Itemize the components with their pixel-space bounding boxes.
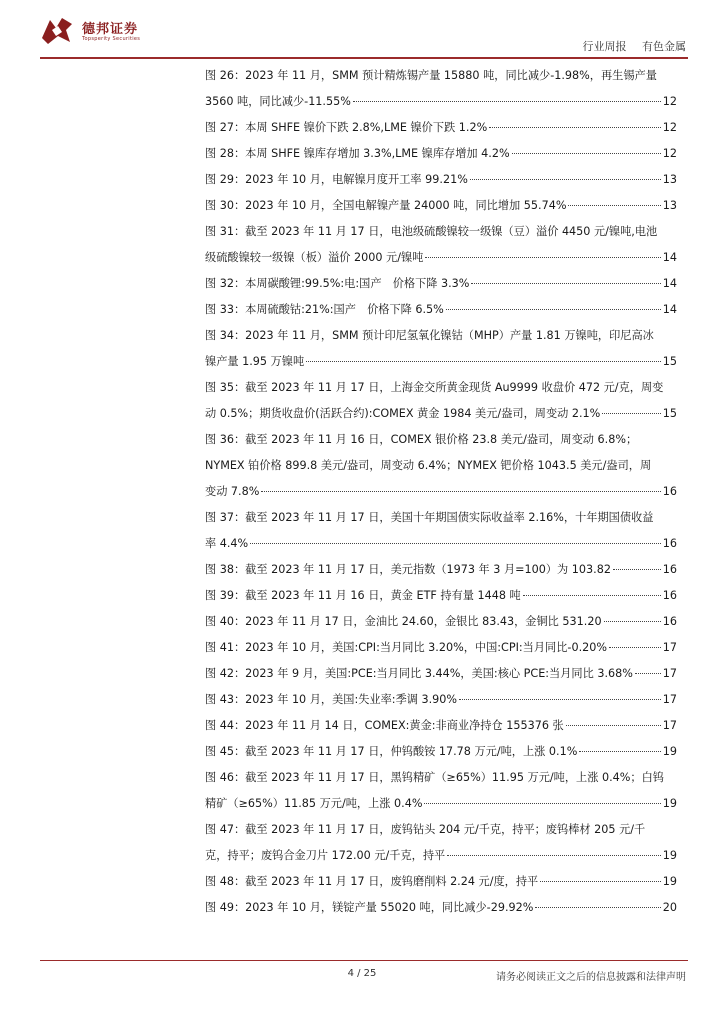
header-divider bbox=[40, 57, 688, 59]
toc-entry-text: 精矿（≥65%）11.85 万元/吨，上涨 0.4% bbox=[205, 797, 423, 810]
toc-page-number: 16 bbox=[662, 615, 677, 628]
toc-entry-text: 动 0.5%；期货收盘价(活跃合约):COMEX 黄金 1984 美元/盎司，周变动 2.1% bbox=[205, 407, 601, 420]
dot-leader bbox=[424, 802, 660, 804]
toc-page-number: 15 bbox=[662, 355, 677, 368]
toc-entry-text: 图 48：截至 2023 年 11 月 17 日，废钨磨削料 2.24 元/度，持平 bbox=[205, 875, 539, 888]
toc-entry-text: 图 27：本周 SHFE 镍价下跌 2.8%,LME 镍价下跌 1.2% bbox=[205, 121, 488, 134]
toc-entry-line bbox=[205, 453, 677, 479]
toc-entry[interactable] bbox=[205, 635, 677, 661]
dot-leader bbox=[353, 100, 661, 102]
figure-list bbox=[205, 63, 677, 921]
toc-entry-line bbox=[205, 583, 677, 609]
toc-page-number: 19 bbox=[662, 797, 677, 810]
toc-page-number: 14 bbox=[662, 251, 677, 264]
toc-entry-text: 图 47：截至 2023 年 11 月 17 日，废钨钻头 204 元/千克，持平；废钨棒材 205 元/千 bbox=[205, 823, 646, 836]
dot-leader bbox=[470, 178, 661, 180]
toc-entry-line bbox=[205, 661, 677, 687]
toc-entry[interactable] bbox=[205, 63, 677, 115]
toc-entry-text: 图 28：本周 SHFE 镍库存增加 3.3%,LME 镍库存增加 4.2% bbox=[205, 147, 510, 160]
toc-entry-line bbox=[205, 869, 677, 895]
toc-entry-line bbox=[205, 687, 677, 713]
toc-entry[interactable] bbox=[205, 609, 677, 635]
toc-entry[interactable] bbox=[205, 427, 677, 505]
toc-page-number: 17 bbox=[662, 641, 677, 654]
toc-entry-line bbox=[205, 89, 677, 115]
toc-entry-line bbox=[205, 531, 677, 557]
toc-entry-line bbox=[205, 193, 677, 219]
company-logo bbox=[40, 16, 180, 46]
toc-entry[interactable] bbox=[205, 323, 677, 375]
toc-entry-text: 图 41：2023 年 10 月，美国:CPI:当月同比 3.20%，中国:CPI:当月同比-0.20% bbox=[205, 641, 608, 654]
toc-entry-text: 图 46：截至 2023 年 11 月 17 日，黑钨精矿（≥65%）11.95 万元/吨，上涨 0.4%；白钨 bbox=[205, 771, 664, 784]
brand-name-en: Topsperity Securities bbox=[82, 36, 141, 42]
dot-leader bbox=[566, 724, 661, 726]
dot-leader bbox=[535, 906, 660, 908]
toc-entry-line bbox=[205, 297, 677, 323]
toc-entry-line bbox=[205, 167, 677, 193]
toc-entry-line bbox=[205, 713, 677, 739]
toc-entry-text: 克，持平；废钨合金刀片 172.00 元/千克，持平 bbox=[205, 849, 446, 862]
toc-page-number: 17 bbox=[662, 693, 677, 706]
report-category: 行业周报 bbox=[582, 40, 627, 53]
toc-entry[interactable] bbox=[205, 869, 677, 895]
toc-entry-line bbox=[205, 739, 677, 765]
toc-entry[interactable] bbox=[205, 505, 677, 557]
dot-leader bbox=[446, 308, 661, 310]
toc-entry[interactable] bbox=[205, 687, 677, 713]
dot-leader bbox=[250, 542, 661, 544]
toc-entry[interactable] bbox=[205, 141, 677, 167]
toc-entry-text: 图 42：2023 年 9 月，美国:PCE:当月同比 3.44%，美国:核心 PCE:当月同比 3.68% bbox=[205, 667, 633, 680]
toc-entry-text: 图 30：2023 年 10 月，全国电解镍产量 24000 吨，同比增加 55.74% bbox=[205, 199, 567, 212]
toc-page-number: 14 bbox=[662, 277, 677, 290]
toc-page-number: 19 bbox=[662, 745, 677, 758]
toc-entry-line bbox=[205, 141, 677, 167]
toc-entry-line bbox=[205, 219, 677, 245]
toc-page-number: 12 bbox=[662, 95, 677, 108]
toc-page-number: 16 bbox=[662, 589, 677, 602]
dot-leader bbox=[604, 620, 661, 622]
toc-page-number: 16 bbox=[662, 485, 677, 498]
dot-leader bbox=[459, 698, 661, 700]
toc-entry-line bbox=[205, 479, 677, 505]
toc-entry[interactable] bbox=[205, 219, 677, 271]
toc-entry-text: 图 43：2023 年 10 月，美国:失业率:季调 3.90% bbox=[205, 693, 458, 706]
dot-leader bbox=[471, 282, 660, 284]
toc-entry-text: 图 44：2023 年 11 月 14 日，COMEX:黄金:非商业净持仓 155376 张 bbox=[205, 719, 564, 732]
toc-entry-line bbox=[205, 895, 677, 921]
toc-entry-line bbox=[205, 765, 677, 791]
toc-entry-line bbox=[205, 609, 677, 635]
dot-leader bbox=[523, 594, 661, 596]
toc-entry-text: 图 45：截至 2023 年 11 月 17 日，仲钨酸铵 17.78 万元/吨，上涨 0.1% bbox=[205, 745, 578, 758]
toc-page-number: 16 bbox=[662, 537, 677, 550]
toc-page-number: 17 bbox=[662, 719, 677, 732]
toc-entry-text: 图 37：截至 2023 年 11 月 17 日，美国十年期国债实际收益率 2.16%，十年期国债收益 bbox=[205, 511, 654, 524]
toc-entry[interactable] bbox=[205, 193, 677, 219]
dot-leader bbox=[613, 568, 661, 570]
dot-leader bbox=[635, 672, 661, 674]
brand-name-cn: 德邦证券 bbox=[82, 22, 139, 37]
toc-entry-text: 图 40：2023 年 11 月 17 日，金油比 24.60，金银比 83.43，金铜比 531.20 bbox=[205, 615, 602, 628]
toc-entry-line bbox=[205, 401, 677, 427]
dot-leader bbox=[512, 152, 661, 154]
toc-entry-line bbox=[205, 115, 677, 141]
toc-entry-line bbox=[205, 349, 677, 375]
toc-entry-text: 图 32：本周碳酸锂:99.5%:电:国产 价格下降 3.3% bbox=[205, 277, 470, 290]
toc-page-number: 16 bbox=[662, 563, 677, 576]
dot-leader bbox=[425, 256, 660, 258]
toc-page-number: 19 bbox=[662, 875, 677, 888]
page-number: 4 / 25 bbox=[347, 968, 377, 979]
toc-entry-line bbox=[205, 245, 677, 271]
toc-entry-text: 图 36：截至 2023 年 11 月 16 日，COMEX 银价格 23.8 美元/盎司，周变动 6.8%； bbox=[205, 433, 638, 446]
toc-entry[interactable] bbox=[205, 765, 677, 817]
toc-page-number: 15 bbox=[662, 407, 677, 420]
toc-entry-text: 率 4.4% bbox=[205, 537, 249, 550]
toc-entry[interactable] bbox=[205, 271, 677, 297]
toc-entry-line bbox=[205, 505, 677, 531]
dot-leader bbox=[540, 880, 661, 882]
toc-entry[interactable] bbox=[205, 375, 677, 427]
toc-entry-line bbox=[205, 271, 677, 297]
report-sector: 有色金属 bbox=[642, 40, 686, 53]
toc-entry-line bbox=[205, 791, 677, 817]
toc-entry-text: 图 34：2023 年 11 月，SMM 预计印尼氢氧化镍钴（MHP）产量 1.81 万镍吨，印尼高冰 bbox=[205, 329, 654, 342]
toc-page-number: 12 bbox=[662, 121, 677, 134]
toc-entry-text: 图 33：本周硫酸钴:21%:国产 价格下降 6.5% bbox=[205, 303, 444, 316]
dot-leader bbox=[579, 750, 660, 752]
dot-leader bbox=[447, 854, 661, 856]
toc-entry[interactable] bbox=[205, 739, 677, 765]
toc-entry-line bbox=[205, 635, 677, 661]
toc-entry-text: 图 29：2023 年 10 月，电解镍月度开工率 99.21% bbox=[205, 173, 468, 186]
toc-entry-line bbox=[205, 817, 677, 843]
toc-entry[interactable] bbox=[205, 661, 677, 687]
toc-entry-line bbox=[205, 427, 677, 453]
toc-entry-line bbox=[205, 557, 677, 583]
toc-entry-text: 图 49：2023 年 10 月，镁锭产量 55020 吨，同比减少-29.92% bbox=[205, 901, 534, 914]
company-logo-icon bbox=[40, 16, 74, 46]
toc-entry[interactable] bbox=[205, 817, 677, 869]
toc-entry-text: 级硫酸镍较一级镍（板）溢价 2000 元/镍吨 bbox=[205, 251, 424, 264]
toc-page-number: 20 bbox=[662, 901, 677, 914]
toc-entry-text: 镍产量 1.95 万镍吨 bbox=[205, 355, 305, 368]
toc-entry-line bbox=[205, 843, 677, 869]
toc-entry[interactable] bbox=[205, 583, 677, 609]
toc-entry[interactable] bbox=[205, 167, 677, 193]
toc-entry-text: 变动 7.8% bbox=[205, 485, 260, 498]
toc-page-number: 17 bbox=[662, 667, 677, 680]
toc-entry-text: 3560 吨，同比减少-11.55% bbox=[205, 95, 351, 108]
toc-entry-line bbox=[205, 63, 677, 89]
legal-disclaimer: 请务必阅读正文之后的信息披露和法律声明 bbox=[496, 972, 686, 983]
toc-entry[interactable] bbox=[205, 557, 677, 583]
toc-page-number: 13 bbox=[662, 199, 677, 212]
toc-entry[interactable] bbox=[205, 713, 677, 739]
dot-leader bbox=[489, 126, 661, 128]
dot-leader bbox=[602, 412, 660, 414]
toc-entry-line bbox=[205, 375, 677, 401]
toc-entry-text: NYMEX 铂价格 899.8 美元/盎司，周变动 6.4%；NYMEX 钯价格 1043.5 美元/盎司，周 bbox=[205, 459, 652, 472]
toc-page-number: 13 bbox=[662, 173, 677, 186]
toc-entry-text: 图 38：截至 2023 年 11 月 17 日，美元指数（1973 年 3 月=100）为 103.82 bbox=[205, 563, 611, 576]
toc-entry-text: 图 31：截至 2023 年 11 月 17 日，电池级硫酸镍较一级镍（豆）溢价 4450 元/镍吨,电池 bbox=[205, 225, 658, 238]
dot-leader bbox=[306, 360, 661, 362]
dot-leader bbox=[609, 646, 661, 648]
toc-entry-text: 图 35：截至 2023 年 11 月 17 日，上海金交所黄金现货 Au9999 收盘价 472 元/克，周变 bbox=[205, 381, 664, 394]
toc-page-number: 12 bbox=[662, 147, 677, 160]
toc-page-number: 14 bbox=[662, 303, 677, 316]
toc-page-number: 19 bbox=[662, 849, 677, 862]
toc-entry-line bbox=[205, 323, 677, 349]
report-meta bbox=[583, 38, 687, 54]
dot-leader bbox=[568, 204, 660, 206]
toc-entry[interactable] bbox=[205, 115, 677, 141]
toc-entry-text: 图 39：截至 2023 年 11 月 16 日，黄金 ETF 持有量 1448 吨 bbox=[205, 589, 521, 602]
dot-leader bbox=[261, 490, 660, 492]
toc-entry-text: 图 26：2023 年 11 月，SMM 预计精炼锡产量 15880 吨，同比减少-1.98%，再生锡产量 bbox=[205, 69, 657, 82]
toc-entry[interactable] bbox=[205, 895, 677, 921]
toc-entry[interactable] bbox=[205, 297, 677, 323]
footer-divider bbox=[40, 960, 688, 961]
